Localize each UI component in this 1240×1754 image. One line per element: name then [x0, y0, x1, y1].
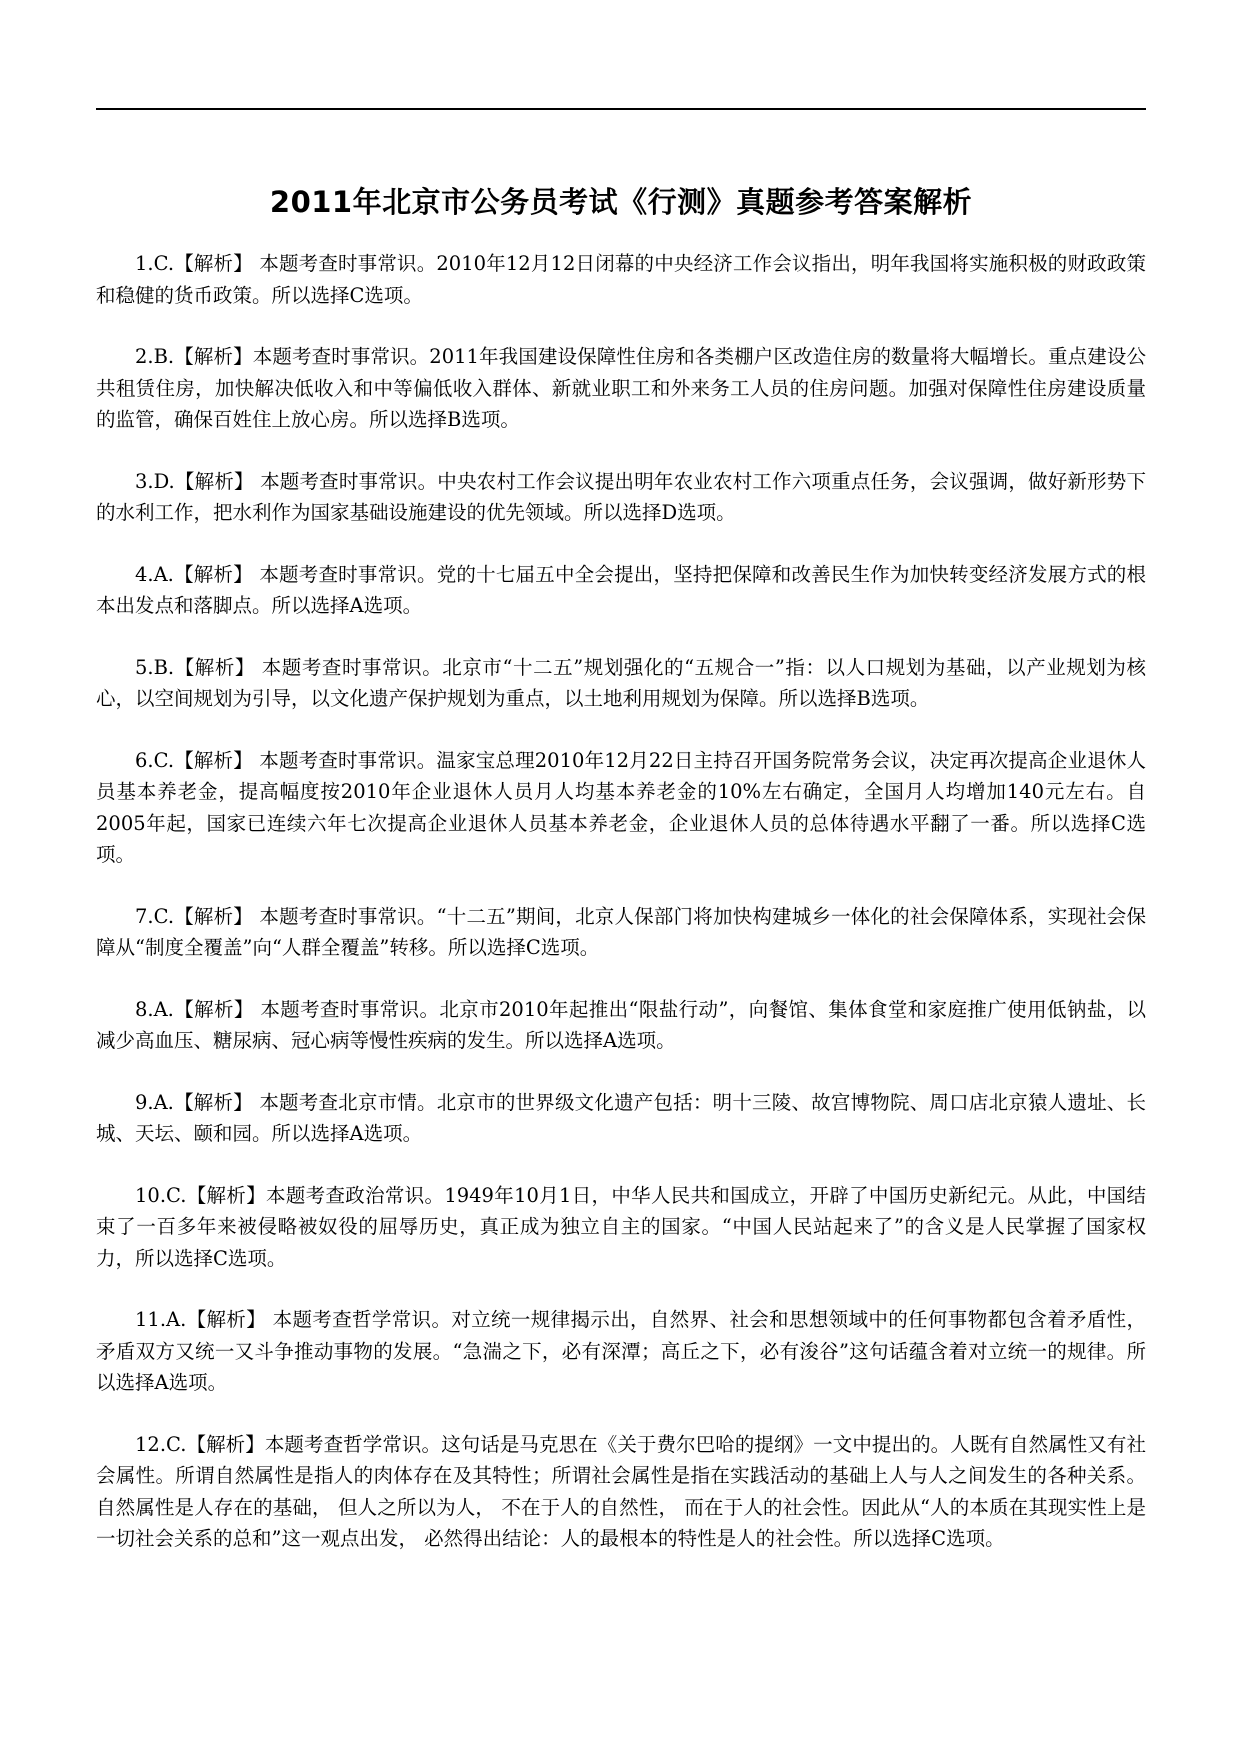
- answer-item-8: 8.A.【解析】 本题考查时事常识。北京市2010年起推出“限盐行动”，向餐馆、集体食堂和家庭推广使用低钠盐，以减少高血压、糖尿病、冠心病等慢性疾病的发生。所以选择A选项。: [96, 997, 1146, 1052]
- answer-item-4: 4.A.【解析】 本题考查时事常识。党的十七届五中全会提出，坚持把保障和改善民生作为加快转变经济发展方式的根本出发点和落脚点。所以选择A选项。: [96, 562, 1146, 617]
- answer-item-2: 2.B.【解析】本题考查时事常识。2011年我国建设保障性住房和各类棚户区改造住房的数量将大幅增长。重点建设公共租赁住房，加快解决低收入和中等偏低收入群体、新就业职工和外来务工人员的住房问题。加强对保障性住房建设质量的监管，确保百姓住上放心房。所以选择B选项。: [96, 345, 1146, 431]
- answer-list: [96, 248, 1146, 1585]
- answer-item-7: 7.C.【解析】 本题考查时事常识。“十二五”期间，北京人保部门将加快构建城乡一体化的社会保障体系，实现社会保障从“制度全覆盖”向“人群全覆盖”转移。所以选择C选项。: [96, 904, 1146, 959]
- answer-item-12: 12.C.【解析】本题考查哲学常识。这句话是马克思在《关于费尔巴哈的提纲》一文中提出的。人既有自然属性又有社会属性。所谓自然属性是指人的肉体存在及其特性；所谓社会属性是指在实践活动的基础上人与人之间发生的各种关系。自然属性是人存在的基础， 但人之所以为人， 不在于人的自然性， 而在于人的社会性。因此从“人的本质在其现实性上是一切社会关系的总和”这一观点出发， 必然得出结论：人的最根本的特性是人的社会性。所以选择C选项。: [96, 1432, 1146, 1550]
- answer-item-9: 9.A.【解析】 本题考查北京市情。北京市的世界级文化遗产包括：明十三陵、故宫博物院、周口店北京猿人遗址、长城、天坛、颐和园。所以选择A选项。: [96, 1090, 1146, 1145]
- header-rule: [96, 108, 1146, 110]
- answer-item-5: 5.B.【解析】 本题考查时事常识。北京市“十二五”规划强化的“五规合一”指：以人口规划为基础，以产业规划为核心，以空间规划为引导，以文化遗产保护规划为重点，以土地利用规划为保障。所以选择B选项。: [96, 655, 1146, 710]
- answer-item-10: 10.C.【解析】本题考查政治常识。1949年10月1日，中华人民共和国成立，开辟了中国历史新纪元。从此，中国结束了一百多年来被侵略被奴役的屈辱历史，真正成为独立自主的国家。“中国人民站起来了”的含义是人民掌握了国家权力，所以选择C选项。: [96, 1183, 1146, 1270]
- answer-item-1: 1.C.【解析】 本题考查时事常识。2010年12月12日闭幕的中央经济工作会议指出，明年我国将实施积极的财政政策和稳健的货币政策。所以选择C选项。: [96, 252, 1146, 307]
- answer-item-3: 3.D.【解析】 本题考查时事常识。中央农村工作会议提出明年农业农村工作六项重点任务，会议强调，做好新形势下的水利工作，把水利作为国家基础设施建设的优先领域。所以选择D选项。: [96, 469, 1146, 524]
- page-title: 2011年北京市公务员考试《行测》真题参考答案解析: [269, 185, 973, 219]
- answer-item-6: 6.C.【解析】 本题考查时事常识。温家宝总理2010年12月22日主持召开国务院常务会议，决定再次提高企业退休人员基本养老金，提高幅度按2010年企业退休人员月人均基本养老金的10%左右确定，全国月人均增加140元左右。自2005年起，国家已连续六年七次提高企业退休人员基本养老金，企业退休人员的总体待遇水平翻了一番。所以选择C选项。: [96, 748, 1147, 866]
- answer-item-11: 11.A.【解析】 本题考查哲学常识。对立统一规律揭示出，自然界、社会和思想领域中的任何事物都包含着矛盾性，矛盾双方又统一又斗争推动事物的发展。“急湍之下，必有深潭；高丘之下，必有浚谷”这句话蕴含着对立统一的规律。所以选择A选项。: [96, 1308, 1146, 1394]
